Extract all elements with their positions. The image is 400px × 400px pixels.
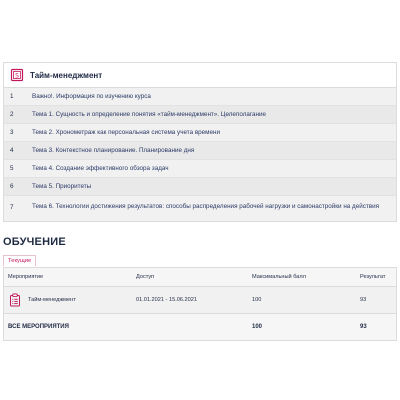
course-book-icon — [10, 68, 24, 82]
column-header-event: Мероприятие — [8, 274, 44, 280]
column-header-max-score: Максимальный балл — [252, 274, 306, 280]
topic-item[interactable] — [4, 88, 396, 106]
topic-number: 7 — [10, 203, 14, 211]
topic-item[interactable] — [4, 124, 396, 142]
topic-link[interactable]: Тема 4. Создание эффективного обзора задач — [32, 164, 169, 172]
topic-link[interactable]: Тема 6. Технологии достижения результатов: способы распределения рабочей нагрузки и самонастройки на действия — [32, 203, 380, 210]
section-title: ОБУЧЕНИЕ — [3, 236, 66, 248]
course-title: Тайм-менеджмент — [30, 70, 103, 80]
topic-item[interactable] — [4, 106, 396, 124]
topic-link[interactable]: Тема 2. Хронометраж как персональная система учета времени — [32, 128, 221, 136]
event-result: 93 — [360, 297, 367, 303]
topic-list — [4, 88, 396, 218]
topic-item[interactable] — [4, 178, 396, 196]
clipboard-icon — [8, 293, 22, 307]
topic-item[interactable] — [4, 160, 396, 178]
learning-table — [3, 267, 397, 341]
table-header-row — [4, 268, 396, 287]
topic-number: 6 — [10, 183, 14, 190]
svg-text:S: S — [15, 72, 19, 80]
topic-item[interactable] — [4, 142, 396, 160]
course-card — [3, 62, 397, 222]
topic-link[interactable]: Тема 5. Приоритеты — [32, 182, 92, 190]
total-row — [4, 314, 396, 340]
topic-item[interactable] — [4, 196, 396, 218]
table-row[interactable] — [4, 287, 396, 314]
topic-number: 3 — [10, 129, 14, 136]
column-header-result: Результат — [360, 274, 386, 280]
topic-link[interactable]: Тема 1. Сущность и определение понятия «тайм-менеджмент». Целеполагание — [32, 110, 267, 118]
column-header-access: Доступ — [136, 274, 155, 280]
topic-number: 2 — [10, 111, 14, 118]
course-header[interactable] — [4, 63, 396, 88]
event-link[interactable]: Тайм-менеджмент — [28, 297, 76, 303]
topic-number: 1 — [10, 93, 14, 100]
topic-link[interactable]: Тема 3. Контекстное планирование. Планирование дня — [32, 146, 195, 154]
tab-current[interactable]: Текущие — [3, 255, 36, 266]
topic-link[interactable]: Важно!. Информация по изучению курса — [32, 92, 151, 100]
event-access: 01.01.2021 - 15.06.2021 — [136, 297, 197, 303]
topic-number: 5 — [10, 165, 14, 172]
total-max-score: 100 — [252, 324, 263, 330]
total-result: 93 — [360, 324, 367, 330]
total-label: ВСЕ МЕРОПРИЯТИЯ — [8, 324, 69, 330]
event-max-score: 100 — [252, 297, 262, 303]
topic-number: 4 — [10, 147, 14, 154]
